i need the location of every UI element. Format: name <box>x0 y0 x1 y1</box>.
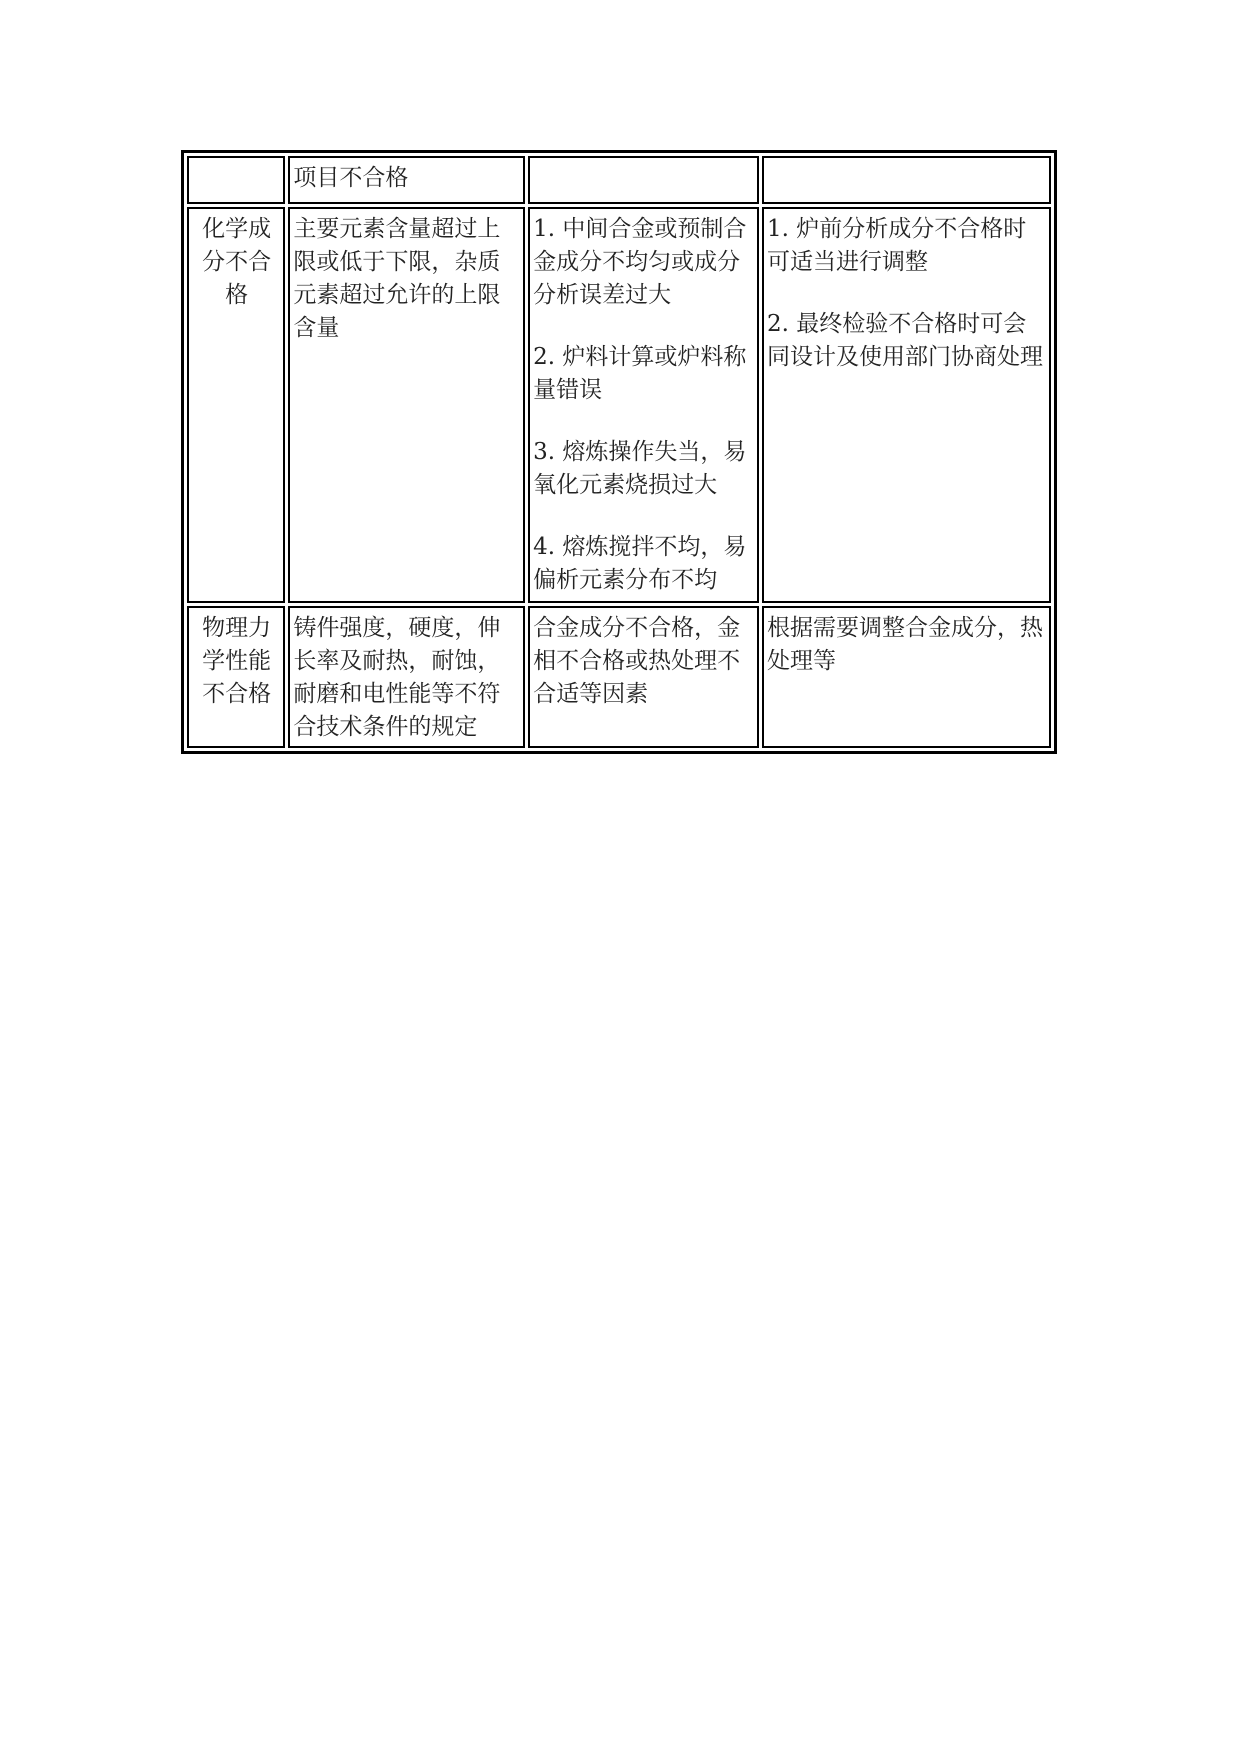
defect-causes-cell <box>528 606 759 748</box>
defect-remedies-cell <box>762 606 1051 748</box>
defect-table <box>181 150 1057 754</box>
defect-causes-cell <box>528 207 759 603</box>
table-row <box>187 606 1051 748</box>
defect-type-cell: 化学成分不合格 <box>187 207 285 603</box>
table-header-row <box>187 156 1051 204</box>
header-cell <box>187 156 285 204</box>
defect-remedies-cell <box>762 207 1051 603</box>
cause-item: 合金成分不合格，金相不合格或热处理不合适等因素 <box>533 615 741 707</box>
defect-type-cell: 物理力学性能不合格 <box>187 606 285 748</box>
cause-item: 4. 熔炼搅拌不均，易偏析元素分布不均 <box>533 534 747 593</box>
cause-item: 2. 炉料计算或炉料称量错误 <box>533 344 747 403</box>
table-row <box>187 207 1051 603</box>
remedy-item: 根据需要调整合金成分，热处理等 <box>766 615 1043 674</box>
cause-item: 1. 中间合金或预制合金成分不均匀或成分分析误差过大 <box>533 216 747 308</box>
defect-description-cell: 铸件强度，硬度，伸长率及耐热，耐蚀，耐磨和电性能等不符合技术条件的规定 <box>288 606 525 748</box>
remedy-item: 2. 最终检验不合格时可会同设计及使用部门协商处理 <box>766 311 1043 370</box>
defect-description-cell: 主要元素含量超过上限或低于下限，杂质元素超过允许的上限含量 <box>288 207 525 603</box>
header-cell <box>528 156 759 204</box>
cause-item: 3. 熔炼操作失当，易氧化元素烧损过大 <box>533 439 747 498</box>
remedy-item: 1. 炉前分析成分不合格时可适当进行调整 <box>766 216 1027 275</box>
header-cell: 项目不合格 <box>288 156 525 204</box>
header-cell <box>762 156 1051 204</box>
